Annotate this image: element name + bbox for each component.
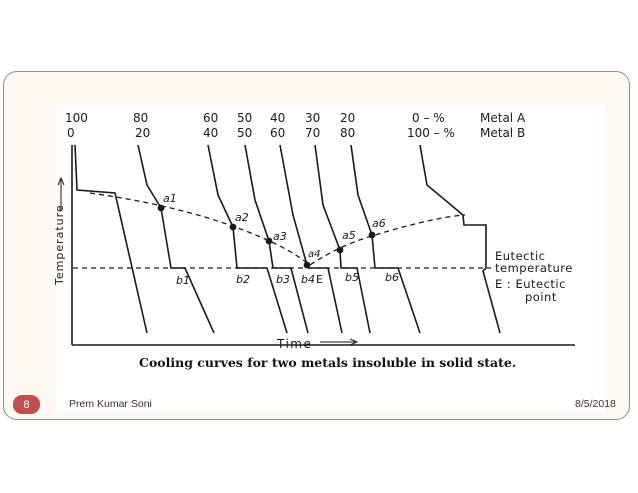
label-a3: a3 — [273, 230, 287, 243]
page-number-badge: 8 — [13, 395, 40, 414]
comp-a-6: 20 — [340, 111, 356, 125]
label-a6: a6 — [372, 217, 386, 230]
figure-caption: Cooling curves for two metals insoluble in solid state. — [139, 355, 517, 370]
comp-a-4: 40 — [270, 111, 286, 125]
comp-b-1: 20 — [135, 126, 151, 140]
comp-a-3: 50 — [237, 111, 253, 125]
label-a5: a5 — [342, 229, 356, 242]
comp-b-5: 70 — [305, 126, 321, 140]
cooling-curve-0a — [420, 145, 500, 333]
cooling-curve-100a — [75, 145, 147, 333]
comp-b-0: 0 — [67, 126, 75, 140]
cooling-curve-30a — [280, 145, 342, 333]
eutectic-point-label-line2: point — [525, 290, 557, 304]
comp-a-1: 80 — [133, 111, 149, 125]
point-a6 — [369, 232, 376, 239]
label-b6: b6 — [385, 271, 399, 284]
point-a4 — [304, 262, 311, 269]
label-a4: a4 — [308, 249, 321, 260]
eutectic-temperature-label-line2: temperature — [495, 261, 573, 275]
label-a1: a1 — [163, 192, 177, 205]
point-a2 — [230, 224, 237, 231]
cooling-curve-80a — [138, 145, 214, 333]
legend-metal-a: Metal A — [480, 111, 526, 125]
comp-b-4: 60 — [270, 126, 286, 140]
point-a1 — [158, 205, 165, 212]
eutectic-temperature-label-line1: Eutectic — [495, 249, 546, 263]
label-b4: b4 — [301, 273, 315, 286]
point-a3 — [266, 238, 273, 245]
comp-b-2: 40 — [203, 126, 219, 140]
cooling-curve-figure — [55, 105, 605, 412]
point-a5 — [337, 247, 344, 254]
cooling-curve-diagram — [55, 105, 605, 372]
comp-b-3: 50 — [237, 126, 253, 140]
label-b3: b3 — [276, 273, 290, 286]
author-name: Prem Kumar Soni — [69, 398, 152, 410]
label-a2: a2 — [235, 211, 249, 224]
label-b5: b5 — [345, 271, 359, 284]
comp-a-0: 100 — [65, 111, 88, 125]
label-eutectic-marker: E — [316, 273, 323, 286]
comp-a-5: 30 — [305, 111, 321, 125]
eutectic-point-label-line1: E : Eutectic — [495, 277, 566, 291]
slide-date: 8/5/2018 — [575, 398, 616, 410]
x-axis-label: Time — [277, 337, 313, 351]
comp-b-6: 80 — [340, 126, 356, 140]
legend-metal-b: Metal B — [480, 126, 526, 140]
comp-a-2: 60 — [203, 111, 219, 125]
label-b1: b1 — [176, 274, 190, 287]
y-axis-label: Temperature — [53, 204, 66, 285]
comp-a-7: 0 – % — [412, 111, 445, 125]
label-b2: b2 — [236, 273, 250, 286]
liquidus-curve — [90, 193, 465, 265]
comp-b-7: 100 – % — [407, 126, 455, 140]
